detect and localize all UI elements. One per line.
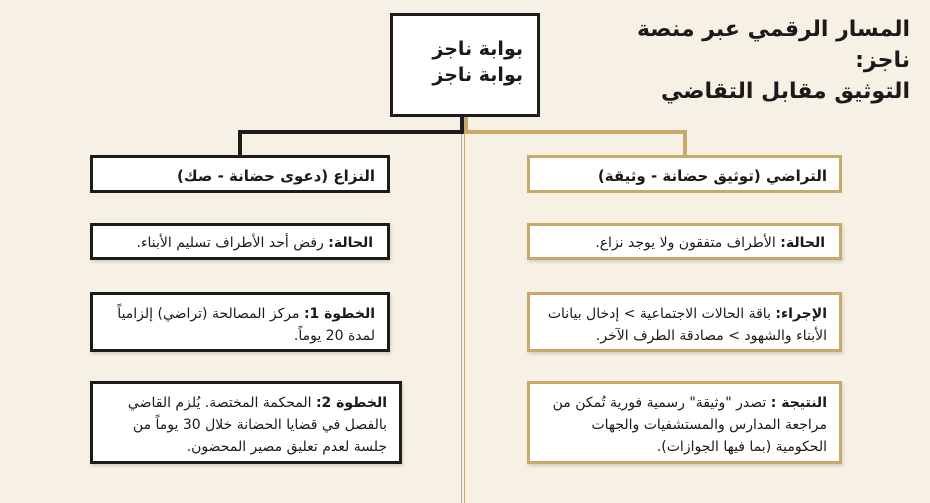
left-step2-text: المحكمة المختصة. يُلزم القاضي بالفصل في قضايا الحضانة خلال 30 يوماً من جلسة لعدم تعليق مصير المحضون. bbox=[127, 395, 387, 455]
right-result-label: النتيجة : bbox=[770, 395, 827, 411]
right-result-box bbox=[527, 381, 842, 464]
left-drop-line bbox=[238, 130, 242, 156]
right-state-box bbox=[527, 223, 842, 260]
right-procedure-text: باقة الحالات الاجتماعية > إدخال بيانات الأبناء والشهود > مصادقة الطرف الآخر. bbox=[547, 306, 827, 344]
left-step2-box bbox=[90, 381, 402, 464]
right-result-text: تصدر "وثيقة" رسمية فورية تُمكن من مراجعة المدارس والمستشفيات والجهات الحكومية (بما فيها الجوازات). bbox=[552, 395, 827, 455]
left-state-text: رفض أحد الأطراف تسليم الأبناء. bbox=[136, 235, 329, 251]
right-header-text: التراضي (توثيق حضانة - وثيقة) bbox=[597, 167, 827, 185]
left-header-text: النزاع (دعوى حضانة - صك) bbox=[177, 167, 375, 185]
right-procedure-label: الإجراء: bbox=[775, 306, 827, 322]
title-line-2: التوثيق مقابل التقاضي bbox=[661, 79, 910, 104]
left-step2-label: الخطوة 2: bbox=[315, 395, 387, 411]
right-procedure-box bbox=[527, 292, 842, 352]
right-drop-line bbox=[683, 130, 687, 156]
diagram-title bbox=[590, 14, 910, 107]
right-state-label: الحالة: bbox=[780, 235, 825, 251]
root-line-1: بوابة ناجز bbox=[432, 38, 523, 60]
root-line-2: بوابة ناجز bbox=[432, 64, 523, 86]
right-state-text: الأطراف متفقون ولا يوجد نزاع. bbox=[595, 235, 781, 251]
branch-connector-left bbox=[240, 130, 464, 134]
branch-connector-right bbox=[464, 130, 685, 134]
left-state-label: الحالة: bbox=[328, 235, 373, 251]
left-branch-header bbox=[90, 155, 390, 193]
left-step1-label: الخطوة 1: bbox=[303, 306, 375, 322]
left-step1-box bbox=[90, 292, 390, 352]
center-divider-gold bbox=[464, 134, 465, 503]
center-divider-dark bbox=[461, 134, 462, 503]
right-branch-header bbox=[527, 155, 842, 193]
left-step1-text: مركز المصالحة (تراضي) إلزامياً لمدة 20 يوماً. bbox=[117, 306, 375, 344]
root-node-najiz-portal bbox=[390, 13, 540, 117]
left-state-box bbox=[90, 223, 390, 260]
title-line-1: المسار الرقمي عبر منصة ناجز: bbox=[636, 17, 910, 73]
